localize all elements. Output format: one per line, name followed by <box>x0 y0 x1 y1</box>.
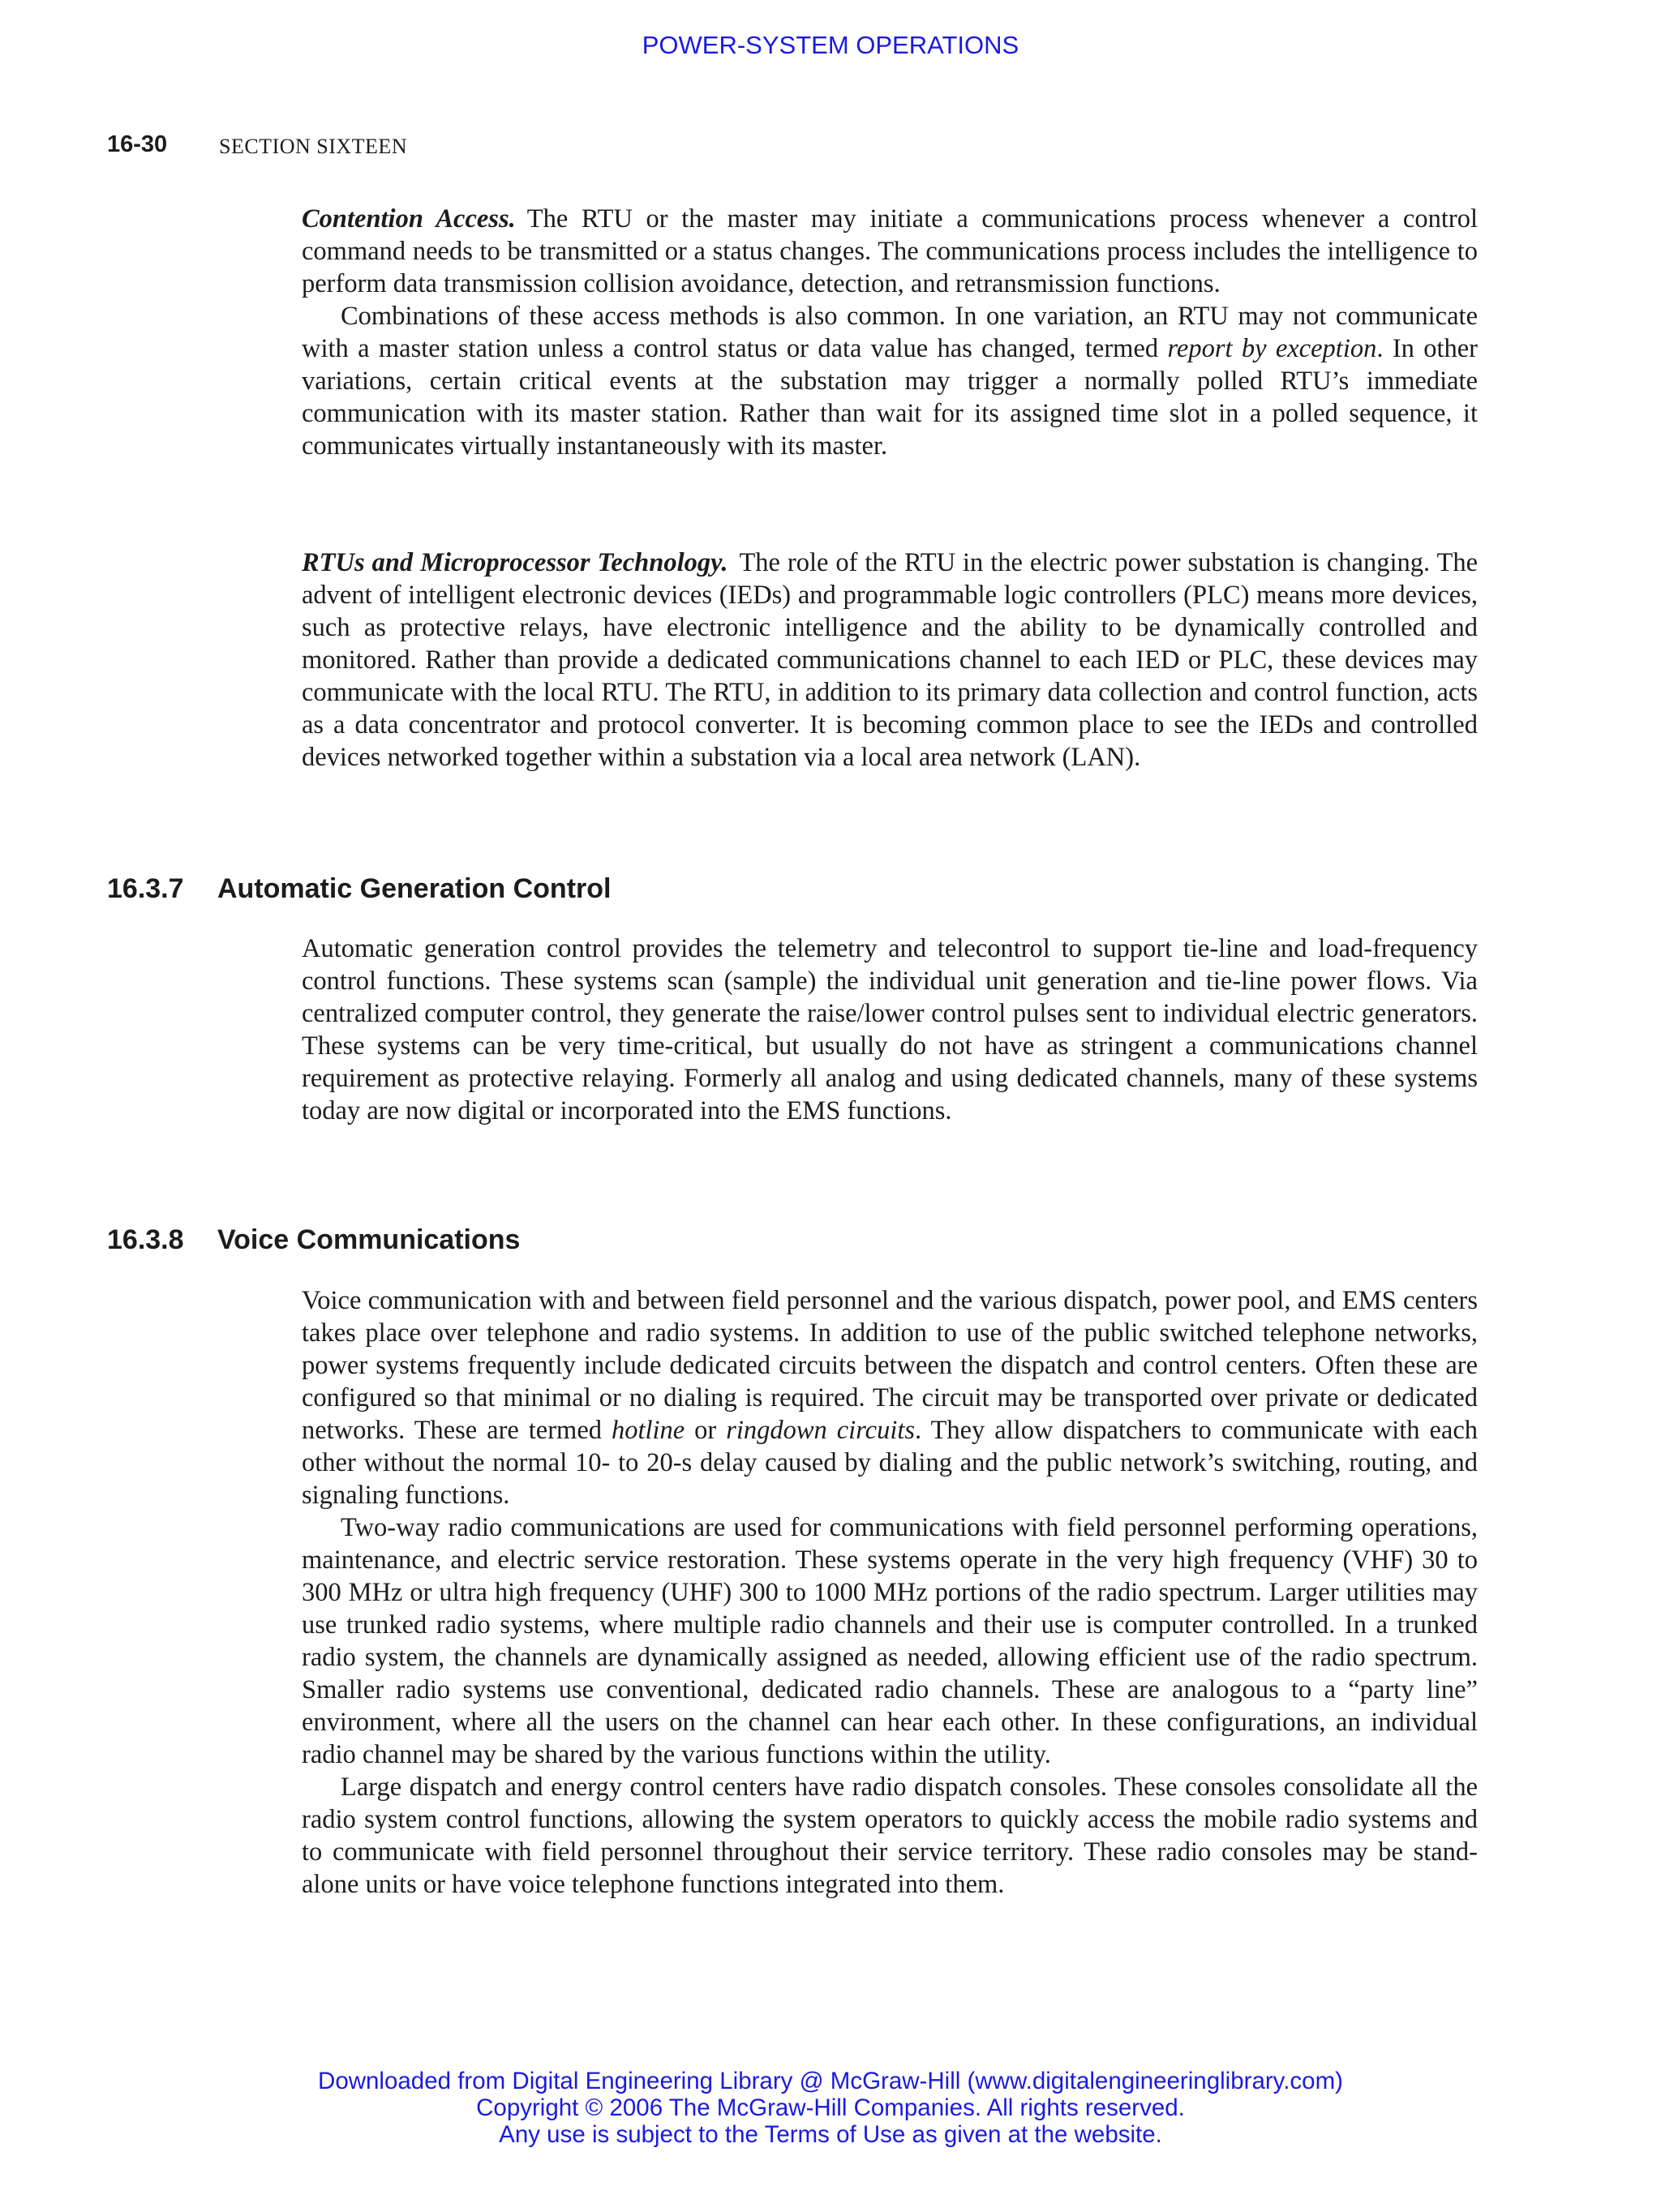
voice-number: 16.3.8 <box>107 1224 184 1255</box>
footer-line-2: Copyright © 2006 The McGraw-Hill Companies. All rights reserved. <box>476 2094 1185 2121</box>
voice-text-1a: Voice communication with and between field personnel and the various dispatch, power pool, and EMS centers takes place over telephone and radio systems. In addition to use of the public switched telephone networks, power systems frequently include dedicated circuits between the dispatch and control centers. Often these are configured so that minimal or no dialing is required. The circuit may be transported over private or dedicated networks. These are termed <box>302 1286 1478 1445</box>
contention-paragraph-1 <box>302 203 1478 300</box>
running-head: POWER-SYSTEM OPERATIONS <box>642 31 1019 59</box>
contention-paragraph-2 <box>302 300 1478 462</box>
rtus-paragraph <box>302 547 1478 774</box>
contention-text-1: The RTU or the master may initiate a communications process whenever a control command needs to be transmitted or a status changes. The communications process includes the intelligence to perform data transmission collision avoidance, detection, and retransmission functions. <box>302 204 1478 298</box>
page-number: 16-30 <box>107 131 168 157</box>
voice-paragraph-3: Large dispatch and energy control centers have radio dispatch consoles. These consoles consolidate all the radio system control functions, allowing the system operators to quickly access the mobile radio systems and to communicate with field personnel throughout their service territory. These radio consoles may be stand-alone units or have voice telephone functions integrated into them. <box>302 1773 1478 1899</box>
contention-access-block <box>302 203 1478 462</box>
contention-title: Contention Access. <box>302 204 516 234</box>
voice-title: Voice Communications <box>217 1224 521 1255</box>
voice-heading <box>107 1224 520 1256</box>
agc-block <box>302 932 1478 1127</box>
rtus-block <box>302 547 1478 774</box>
agc-paragraph: Automatic generation control provides the telemetry and telecontrol to support tie-line and load-frequency control functions. These systems scan (sample) the individual unit generation and tie-line power flows. Via centralized computer control, they generate the raise/lower control pulses sent to individual electric generators. These systems can be very time-critical, but usually do not have as stringent a communications channel requirement as protective relaying. Formerly all analog and using dedicated channels, many of these systems today are now digital or incorporated into the EMS functions. <box>302 934 1478 1125</box>
hotline-term: hotline <box>611 1416 685 1445</box>
ringdown-circuits-term: ringdown circuits <box>726 1416 916 1445</box>
footer-line-3: Any use is subject to the Terms of Use as given at the website. <box>499 2121 1162 2148</box>
agc-number: 16.3.7 <box>107 873 184 904</box>
contention-text-2a: Combinations of these access methods is also common. In one variation, an RTU may not communicate with a master station unless a control status or data value has changed, termed <box>302 302 1478 363</box>
rtus-text: The role of the RTU in the electric power substation is changing. The advent of intelligent electronic devices (IEDs) and programmable logic controllers (PLC) means more devices, such as protective relays, have electronic intelligence and the ability to be dynamically controlled and monitored. Rather than provide a dedicated communications channel to each IED or PLC, these devices may communicate with the local RTU. The RTU, in addition to its primary data collection and control function, acts as a data concentrator and protocol converter. It is becoming common place to see the IEDs and controlled devices networked together within a substation via a local area network (LAN). <box>302 548 1478 772</box>
agc-heading <box>107 873 611 905</box>
section-name: SECTION SIXTEEN <box>219 135 408 158</box>
voice-text-1b: . They allow dispatchers to communicate with each other without the normal 10- to 20-s delay caused by dialing and the public network’s switching, routing, and signaling functions. <box>302 1416 1478 1510</box>
agc-title: Automatic Generation Control <box>217 873 612 904</box>
voice-block <box>302 1284 1478 1901</box>
voice-text-or: or <box>685 1416 727 1445</box>
download-footer <box>0 2068 1661 2148</box>
footer-line-1: Downloaded from Digital Engineering Library @ McGraw-Hill (www.digitalengineeringlibrary.com) <box>318 2068 1343 2094</box>
rtus-title: RTUs and Microprocessor Technology. <box>302 548 728 577</box>
contention-text-2b: . In other variations, certain critical events at the substation may trigger a normally polled RTU’s immediate communication with its master station. Rather than wait for its assigned time slot in a polled sequence, it communicates virtually instantaneously with its master. <box>302 334 1478 461</box>
report-by-exception-term: report by exception <box>1167 334 1377 363</box>
voice-paragraph-1 <box>302 1284 1478 1511</box>
voice-paragraph-2: Two-way radio communications are used for communications with field personnel performing operations, maintenance, and electric service restoration. These systems operate in the very high frequency (VHF) 30 to 300 MHz or ultra high frequency (UHF) 300 to 1000 MHz portions of the radio spectrum. Larger utilities may use trunked radio systems, where multiple radio channels and their use is computer controlled. In a trunked radio system, the channels are dynamically assigned as needed, allowing efficient use of the radio spectrum. Smaller radio systems use conventional, dedicated radio channels. These are analogous to a “party line” environment, where all the users on the channel can hear each other. In these configurations, an individual radio channel may be shared by the various functions within the utility. <box>302 1513 1478 1769</box>
